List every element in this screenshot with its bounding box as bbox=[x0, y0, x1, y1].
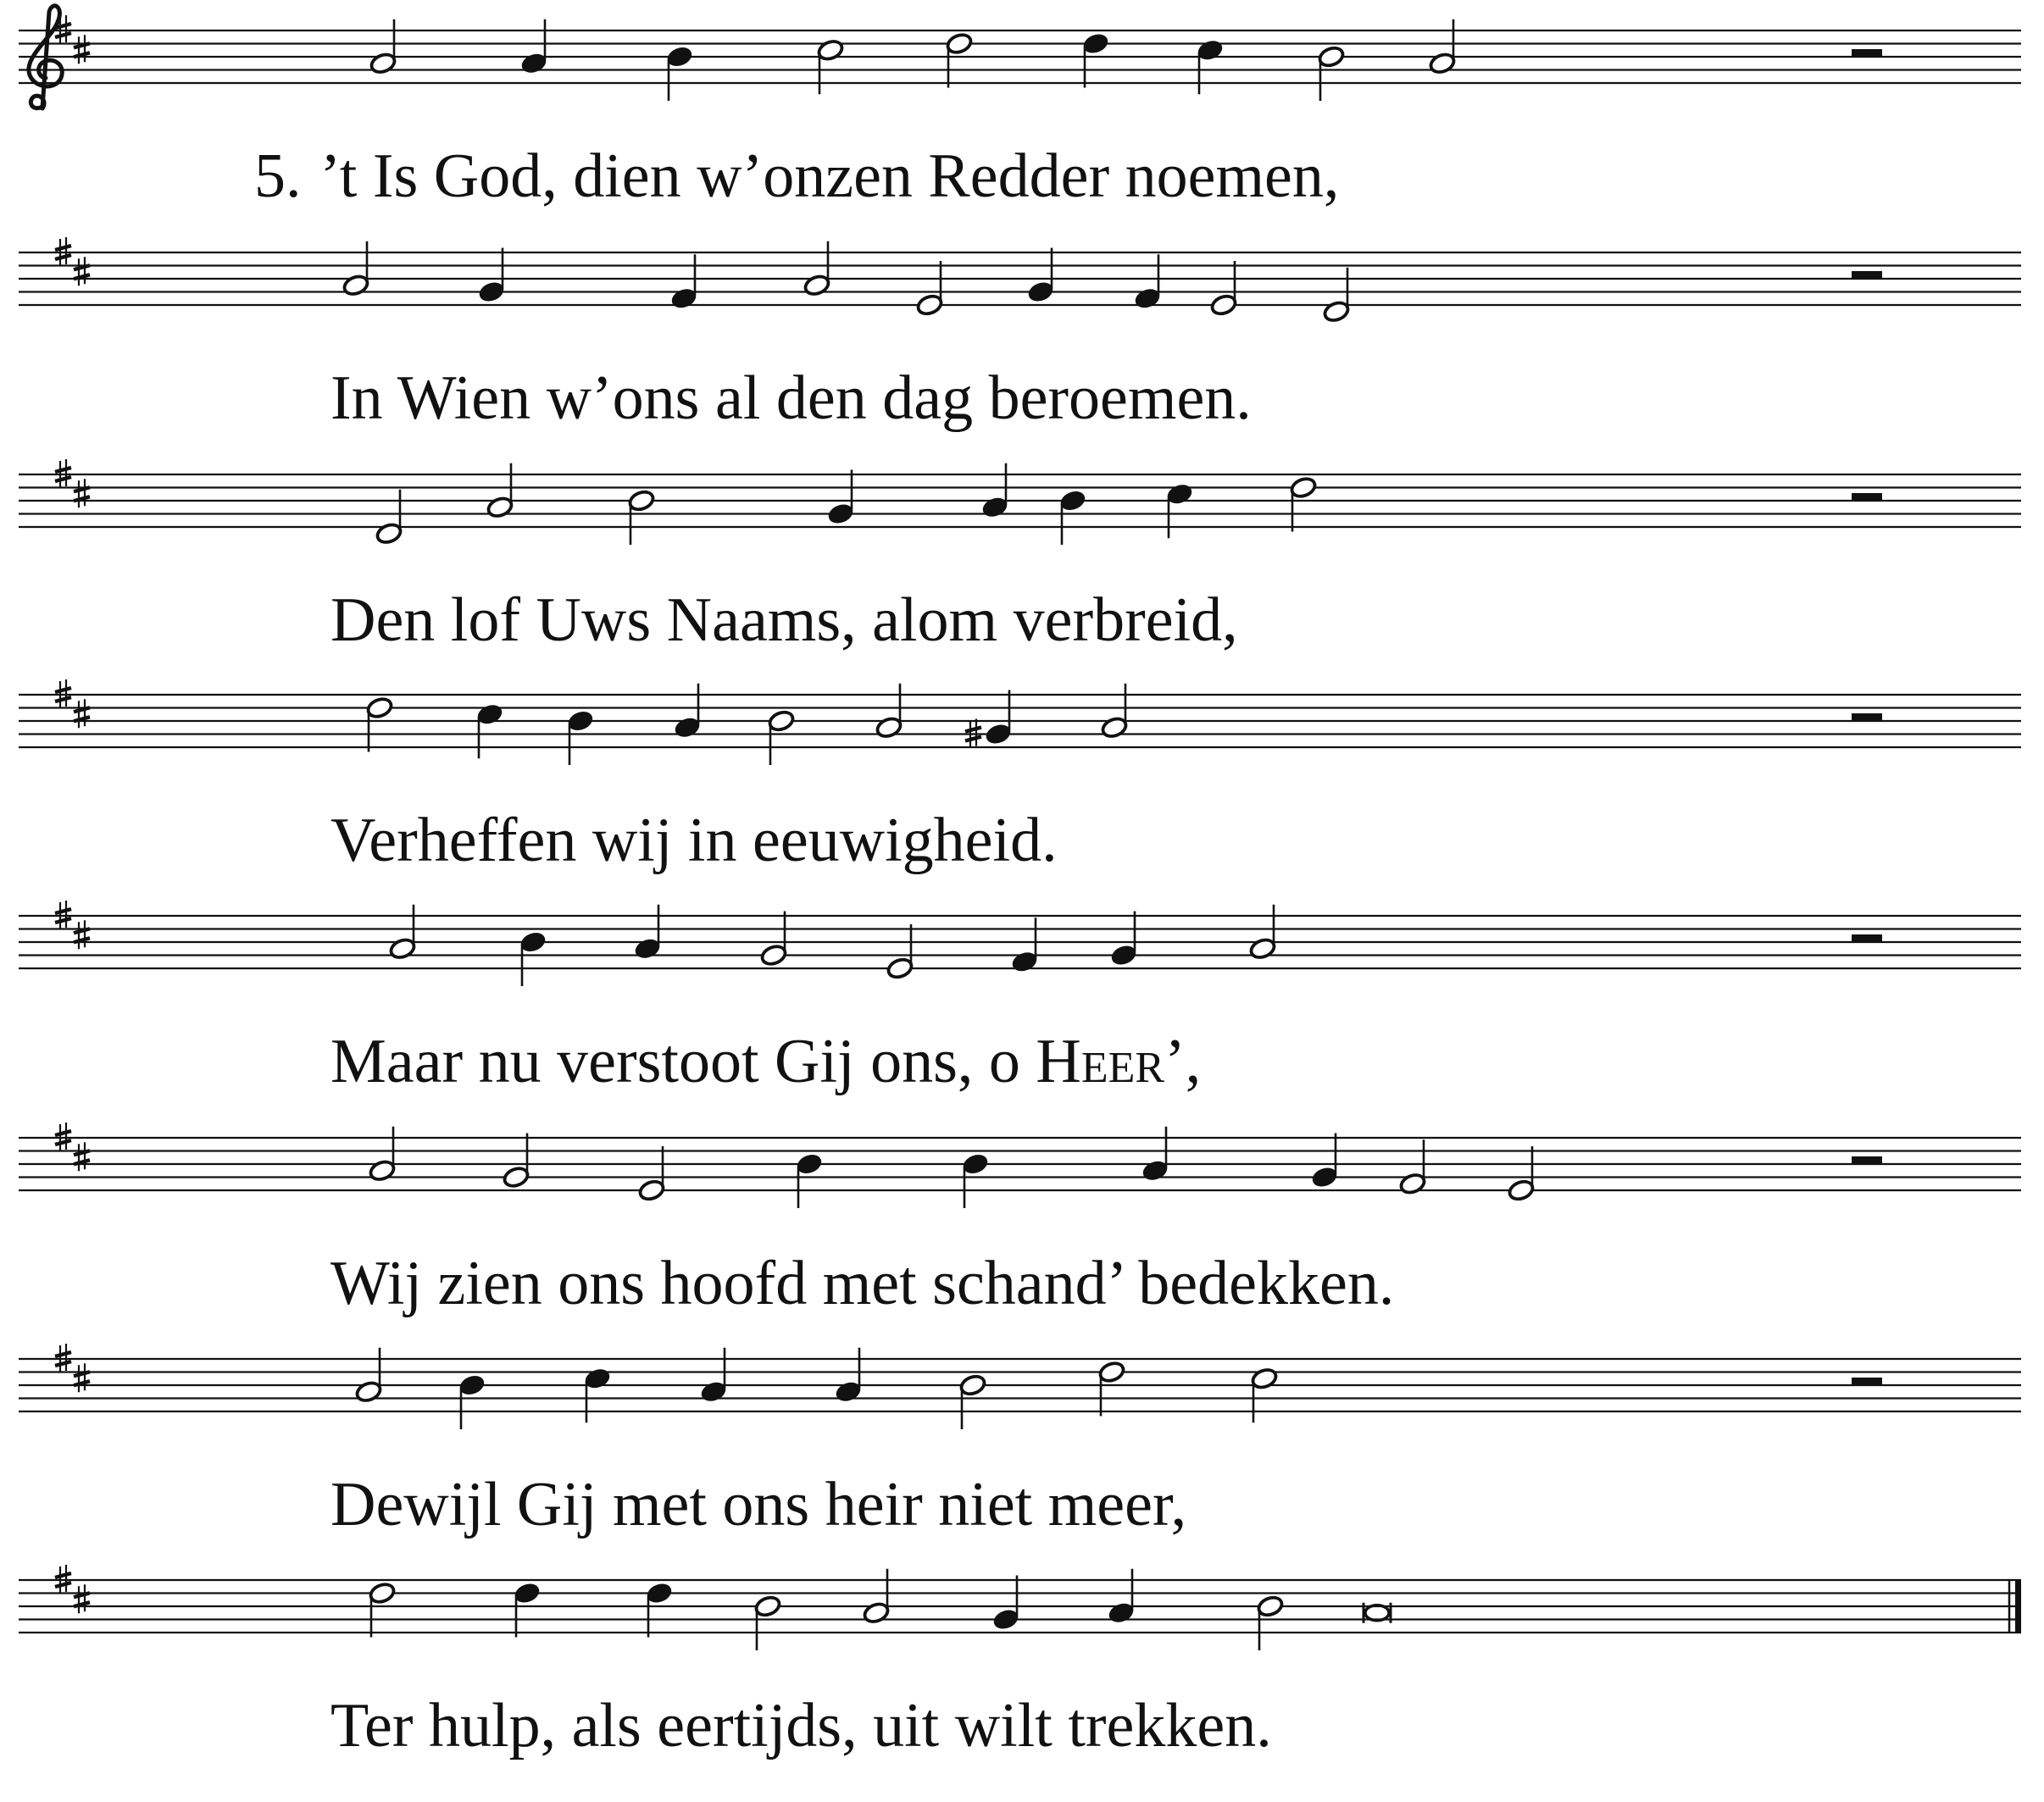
note bbox=[1250, 1367, 1278, 1422]
key-sharp-c-icon bbox=[74, 35, 90, 64]
half-notehead bbox=[1248, 937, 1276, 961]
half-notehead bbox=[1507, 1178, 1535, 1202]
quarter-notehead bbox=[980, 496, 1008, 519]
quarter-notehead bbox=[633, 937, 661, 961]
note bbox=[862, 1569, 890, 1625]
quarter-notehead bbox=[519, 930, 547, 954]
quarter-notehead bbox=[645, 1581, 673, 1605]
lyric-line bbox=[330, 1249, 1395, 1318]
staff-system bbox=[19, 679, 2021, 765]
note bbox=[1165, 482, 1193, 538]
quarter-notehead bbox=[826, 502, 854, 525]
lyric-text: Maar nu verstoot Gij ons, o bbox=[330, 1027, 1036, 1096]
quarter-notehead bbox=[1165, 482, 1193, 506]
note bbox=[475, 702, 503, 758]
half-notehead bbox=[816, 38, 844, 62]
quarter-notehead bbox=[1058, 489, 1086, 513]
key-sharp-c-icon bbox=[74, 1584, 90, 1613]
note bbox=[961, 1152, 989, 1208]
note bbox=[368, 1127, 396, 1183]
note bbox=[665, 45, 693, 101]
note bbox=[1507, 1146, 1535, 1202]
note bbox=[1209, 261, 1237, 317]
thick-barline bbox=[2015, 1579, 2021, 1633]
note bbox=[1398, 1139, 1426, 1195]
half-rest-icon bbox=[1852, 49, 1882, 57]
note bbox=[1256, 1594, 1284, 1650]
quarter-notehead bbox=[519, 52, 547, 75]
half-notehead bbox=[1289, 475, 1317, 499]
note bbox=[1026, 248, 1054, 304]
quarter-notehead bbox=[665, 45, 693, 69]
lyric-text: Dewijl Gij met ons heir niet meer, bbox=[330, 1470, 1187, 1539]
half-notehead bbox=[915, 293, 943, 317]
quarter-notehead bbox=[699, 1380, 727, 1404]
half-notehead bbox=[1322, 300, 1350, 324]
quarter-notehead bbox=[475, 702, 503, 726]
half-notehead bbox=[502, 1165, 530, 1189]
note bbox=[1289, 475, 1317, 531]
staff-system bbox=[19, 6, 2021, 108]
note bbox=[945, 31, 973, 87]
note bbox=[645, 1581, 673, 1637]
note bbox=[803, 241, 830, 297]
half-notehead bbox=[368, 1159, 396, 1183]
half-notehead bbox=[1209, 293, 1237, 317]
note bbox=[669, 254, 697, 310]
half-rest-icon bbox=[1852, 1156, 1882, 1164]
note bbox=[1058, 489, 1086, 545]
note bbox=[1310, 1134, 1338, 1189]
staff-system bbox=[19, 1344, 2021, 1429]
note bbox=[342, 241, 369, 297]
verse-number: 5. bbox=[254, 141, 302, 211]
lyric-line bbox=[330, 806, 1058, 875]
note bbox=[388, 905, 416, 961]
half-notehead bbox=[1317, 45, 1345, 69]
half-notehead bbox=[759, 943, 787, 967]
half-notehead bbox=[486, 496, 514, 519]
note bbox=[1248, 905, 1276, 961]
note bbox=[637, 1146, 665, 1202]
note bbox=[816, 38, 844, 94]
quarter-notehead bbox=[1141, 1159, 1169, 1183]
lyric-text: Wij zien ons hoofd met schand’ bedekken. bbox=[330, 1249, 1395, 1318]
note bbox=[826, 470, 854, 526]
note bbox=[354, 1348, 382, 1404]
note bbox=[915, 261, 943, 317]
note bbox=[958, 1373, 986, 1429]
half-notehead bbox=[1097, 1360, 1125, 1383]
half-notehead bbox=[862, 1601, 890, 1625]
half-notehead bbox=[637, 1178, 665, 1202]
note bbox=[486, 463, 514, 519]
note bbox=[1317, 45, 1345, 101]
quarter-notehead bbox=[669, 286, 697, 310]
half-notehead bbox=[1250, 1367, 1278, 1390]
quarter-notehead bbox=[1109, 943, 1137, 967]
staff-system bbox=[19, 1123, 2021, 1208]
quarter-notehead bbox=[795, 1152, 823, 1176]
note bbox=[1141, 1127, 1169, 1183]
quarter-notehead bbox=[1310, 1165, 1338, 1189]
key-sharp-c-icon bbox=[74, 257, 90, 286]
note bbox=[795, 1152, 823, 1208]
half-notehead bbox=[627, 489, 655, 513]
half-notehead bbox=[767, 709, 795, 733]
note bbox=[519, 19, 547, 75]
quarter-notehead bbox=[834, 1380, 862, 1404]
note bbox=[1010, 918, 1038, 973]
key-sharp-c-icon bbox=[74, 1363, 90, 1392]
lyric-line bbox=[330, 1691, 1272, 1760]
lyric-text: ’t Is God, dien w’onzen Redder noemen, bbox=[319, 141, 1340, 211]
key-sharp-c-icon bbox=[74, 920, 90, 949]
note bbox=[1322, 268, 1350, 324]
note bbox=[834, 1348, 862, 1404]
half-notehead bbox=[945, 31, 973, 55]
half-rest-icon bbox=[1852, 713, 1882, 721]
half-notehead bbox=[368, 1581, 396, 1605]
lyric-line bbox=[330, 363, 1252, 433]
note bbox=[1133, 254, 1161, 310]
quarter-notehead bbox=[961, 1152, 989, 1176]
half-notehead bbox=[354, 1380, 382, 1404]
half-notehead bbox=[875, 716, 903, 740]
half-notehead bbox=[886, 956, 914, 980]
note bbox=[583, 1367, 611, 1422]
quarter-notehead bbox=[1196, 38, 1224, 62]
note bbox=[875, 684, 903, 740]
note bbox=[502, 1134, 530, 1189]
lyric-line bbox=[330, 585, 1238, 655]
quarter-notehead bbox=[513, 1581, 541, 1605]
note bbox=[1107, 1569, 1135, 1625]
lyric-text: ’, bbox=[1164, 1027, 1202, 1096]
note bbox=[1081, 31, 1109, 87]
lyric-text: In Wien w’ons al den dag beroemen. bbox=[330, 363, 1252, 433]
note bbox=[991, 1576, 1019, 1632]
half-notehead bbox=[1428, 52, 1456, 75]
note bbox=[566, 709, 594, 765]
note bbox=[633, 905, 661, 961]
quarter-notehead bbox=[991, 1607, 1019, 1631]
note bbox=[980, 463, 1008, 519]
quarter-notehead bbox=[458, 1373, 486, 1397]
half-rest-icon bbox=[1852, 934, 1882, 942]
lyric-line bbox=[254, 141, 1340, 211]
half-rest-icon bbox=[1852, 1378, 1882, 1385]
half-notehead bbox=[958, 1373, 986, 1397]
staff-system bbox=[19, 459, 2021, 546]
note bbox=[1097, 1360, 1125, 1416]
lyric-text: Ter hulp, als eertijds, uit wilt trekken. bbox=[330, 1691, 1272, 1760]
note bbox=[1109, 912, 1137, 968]
note bbox=[519, 930, 547, 986]
note bbox=[759, 912, 787, 968]
key-sharp-c-icon bbox=[74, 699, 90, 728]
half-notehead bbox=[1256, 1594, 1284, 1618]
note bbox=[1428, 19, 1456, 75]
half-rest-icon bbox=[1852, 271, 1882, 279]
note bbox=[699, 1348, 727, 1404]
note bbox=[1100, 684, 1128, 740]
note bbox=[375, 490, 403, 546]
quarter-notehead bbox=[583, 1367, 611, 1390]
lyric-text: Verheffen wij in eeuwigheid. bbox=[330, 806, 1058, 875]
lyric-line bbox=[330, 1027, 1202, 1096]
note bbox=[627, 489, 655, 545]
half-notehead bbox=[369, 52, 397, 75]
key-sharp-c-icon bbox=[74, 479, 90, 507]
note bbox=[477, 248, 505, 304]
staff-system bbox=[19, 1565, 2021, 1650]
lyric-text: Heer bbox=[1036, 1027, 1165, 1096]
note bbox=[458, 1373, 486, 1429]
half-notehead bbox=[1100, 716, 1128, 740]
quarter-notehead bbox=[1010, 950, 1038, 973]
note bbox=[886, 924, 914, 980]
note bbox=[673, 684, 701, 740]
half-notehead bbox=[342, 274, 369, 297]
key-sharp-c-icon bbox=[74, 1142, 90, 1171]
note bbox=[965, 690, 1013, 748]
staff-system bbox=[19, 901, 2021, 986]
quarter-notehead bbox=[673, 716, 701, 740]
quarter-notehead bbox=[984, 722, 1012, 746]
half-notehead bbox=[803, 274, 830, 297]
note bbox=[368, 1581, 396, 1637]
half-notehead bbox=[375, 522, 403, 546]
quarter-notehead bbox=[1107, 1601, 1135, 1625]
lyric-line bbox=[330, 1470, 1187, 1539]
half-rest-icon bbox=[1852, 493, 1882, 501]
quarter-notehead bbox=[1133, 286, 1161, 310]
note bbox=[1196, 38, 1224, 94]
quarter-notehead bbox=[1026, 280, 1054, 303]
note bbox=[767, 709, 795, 765]
note bbox=[369, 19, 397, 75]
half-notehead bbox=[388, 937, 416, 961]
quarter-notehead bbox=[1081, 31, 1109, 55]
half-notehead bbox=[753, 1594, 781, 1618]
quarter-notehead bbox=[477, 280, 505, 303]
note bbox=[513, 1581, 541, 1637]
staff-system bbox=[19, 237, 2021, 324]
half-notehead bbox=[365, 696, 393, 719]
lyric-text: Den lof Uws Naams, alom verbreid, bbox=[330, 585, 1238, 655]
breve-notehead bbox=[1365, 1605, 1389, 1621]
note bbox=[365, 696, 393, 751]
quarter-notehead bbox=[566, 709, 594, 733]
half-notehead bbox=[1398, 1172, 1426, 1195]
note bbox=[753, 1594, 781, 1650]
